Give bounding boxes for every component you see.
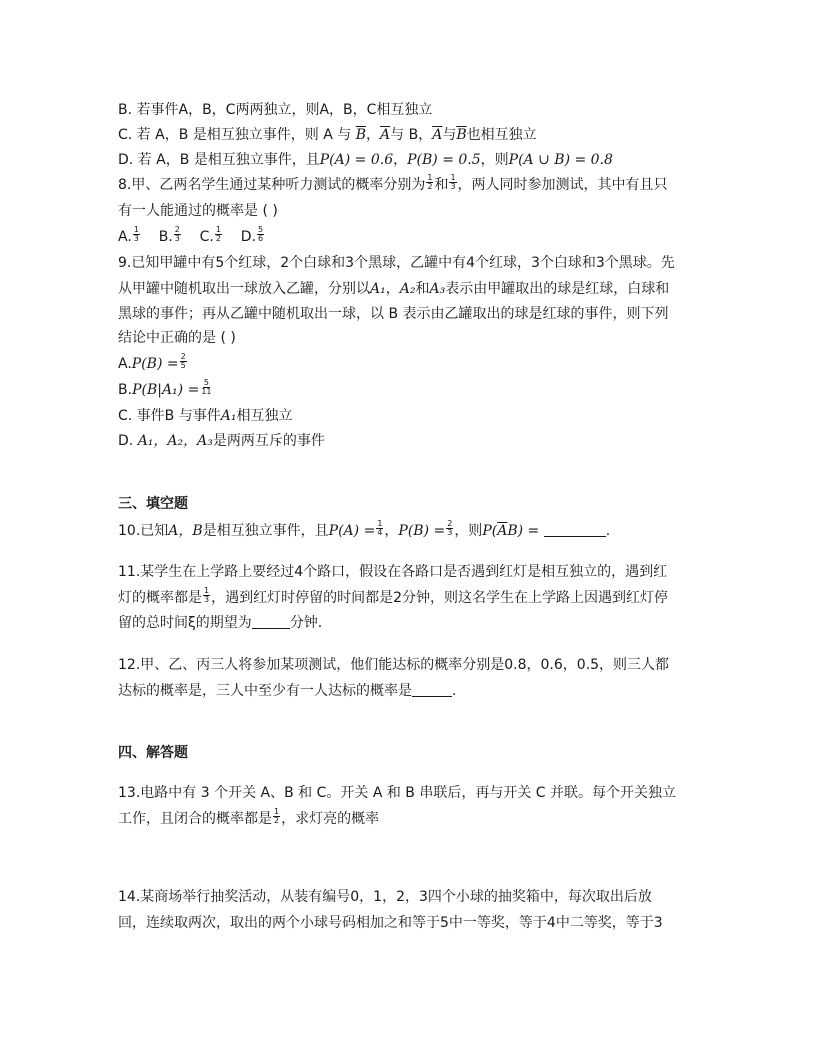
q10-abar: $\overline{A}$ [497, 523, 508, 539]
q13-line-1 [118, 783, 676, 803]
q9-option-c-text-2: 相互独立 [236, 408, 293, 424]
q7-c-text-3: 与 B， [390, 127, 433, 143]
q8-frac-2 [449, 174, 456, 191]
q8-option-a-den: 3 [133, 233, 139, 243]
q8-frac-2-den: 3 [450, 181, 456, 191]
q12-answer-blank[interactable] [412, 682, 452, 697]
q8-option-b-frac [174, 226, 181, 243]
q14-text-1: 14.某商场举行抽奖活动，从装有编号0，1，2，3四个小球的抽奖箱中，每次取出后放 [118, 889, 652, 905]
q8-option-d [240, 224, 265, 245]
q9-text-2c: ， [385, 281, 400, 297]
q9-option-a [118, 351, 188, 374]
q14-line-2 [118, 913, 663, 933]
q9-text-3: 黑球的事件；再从乙罐中随机取出一球，以 B 表示由乙罐取出的球是红球的事件，则下列 [118, 306, 669, 322]
q9-option-c-text-1: C. 事件B 与事件 [118, 408, 221, 424]
q8-options [118, 224, 265, 247]
section-4-heading [118, 743, 188, 763]
q8-text-4: 有一人能通过的概率是 ( ) [118, 203, 278, 219]
q8-frac-1 [426, 174, 433, 191]
q10-text-c: 是相互独立事件，且 [202, 523, 329, 539]
q11-frac-num: 1 [204, 585, 210, 595]
q8-option-d-den: 6 [258, 233, 264, 243]
q7-option-c [118, 125, 537, 145]
q13-frac-num: 1 [274, 806, 280, 816]
q8-option-c-label: C. [199, 229, 214, 245]
q10-frac-2-num: 2 [447, 518, 453, 528]
section-3-heading [118, 494, 188, 514]
q8-option-c-frac [215, 226, 222, 243]
q9-option-b-den: 11 [201, 386, 212, 396]
q9-line-2 [118, 279, 669, 299]
q8-option-b-den: 3 [174, 233, 180, 243]
q7-c-bbar: $\overline{B}$ [355, 127, 366, 143]
q10-text-a: 10.已知 [118, 523, 169, 539]
q8-option-c-den: 2 [215, 233, 221, 243]
q9-option-a-label: A. [118, 356, 132, 372]
q8-text-1: 8.甲、乙两名学生通过某种听力测试的概率分别为 [118, 177, 426, 193]
q11-frac [203, 587, 210, 604]
q9-line-4 [118, 328, 236, 348]
q9-line-3 [118, 304, 669, 324]
q13-frac-den: 2 [274, 815, 280, 825]
q13-text-2b: ，求灯亮的概率 [281, 811, 380, 827]
q11-text-3a: 留的总时间ξ的期望为 [118, 615, 252, 631]
q10-end: . [605, 523, 611, 539]
q10-ab: A，B [168, 523, 203, 539]
q7-d-pb: P(B) = 0.5 [407, 152, 481, 168]
q12-text-1: 12.甲、乙、丙三人将参加某项测试，他们能达标的概率分别是0.8，0.6，0.5，则三人都 [118, 657, 670, 673]
q8-option-b [158, 224, 182, 245]
q7-option-d [118, 150, 613, 170]
q10-frac-1-den: 4 [377, 527, 383, 537]
q9-a2: A₂ [399, 281, 416, 297]
q9-option-c-a1: A₁ [220, 408, 237, 424]
q7-option-b [118, 100, 432, 120]
q8-line-1 [118, 172, 668, 195]
q8-text-2: 和 [434, 177, 449, 193]
q9-option-b-label: B. [118, 382, 133, 398]
q7-d-union: P(A ∪ B) = 0.8 [508, 152, 613, 168]
q8-option-b-label: B. [158, 229, 173, 245]
q9-text-1: 9.已知甲罐中有5个红球，2个白球和3个黑球，乙罐中有4个红球，3个白球和3个黑球。先 [118, 255, 675, 271]
q10-pa: P(A) = [328, 523, 376, 539]
q8-option-d-label: D. [240, 229, 257, 245]
q9-option-d-events: A₁，A₂，A₃ [137, 433, 213, 449]
q13-text-1: 13.电路中有 3 个开关 A、B 和 C。开关 A 和 B 串联后，再与开关 C 并联。每个开关独立 [118, 785, 677, 801]
q7-d-text-1: D. 若 A，B 是相互独立事件，且 [118, 152, 320, 168]
q10-text-h: ，则 [454, 523, 483, 539]
q8-option-a-frac [133, 226, 140, 243]
q9-option-a-num: 2 [180, 351, 186, 361]
q11-answer-blank[interactable] [252, 614, 290, 629]
q9-option-b-frac [200, 379, 212, 396]
q8-option-b-num: 2 [174, 224, 180, 234]
q11-text-2b: ，遇到红灯时停留的时间都是2分钟，则这名学生在上学路上因遇到红灯停 [211, 590, 668, 606]
q14-line-1 [118, 887, 652, 907]
q8-option-c-num: 1 [215, 224, 221, 234]
q10-frac-1-num: 1 [377, 518, 383, 528]
q7-c-text-4: 与 [442, 127, 457, 143]
q9-a1: A₁ [370, 281, 386, 297]
q8-option-c [199, 224, 223, 245]
q9-option-a-den: 5 [180, 360, 186, 370]
q12-line-2 [118, 681, 456, 701]
q13-line-2 [118, 806, 380, 829]
q8-option-d-frac [257, 226, 264, 243]
q8-option-d-num: 5 [258, 224, 264, 234]
q10-p-open: P( [482, 523, 498, 539]
q12-text-2a: 达标的概率是，三人中至少有一人达标的概率是 [118, 683, 412, 699]
q10-line [118, 518, 611, 541]
q8-frac-1-num: 1 [427, 172, 433, 182]
q8-option-a-label: A. [118, 229, 132, 245]
q8-frac-1-den: 2 [427, 181, 433, 191]
section-3-title: 三、填空题 [118, 496, 188, 512]
q9-text-2a: 从甲罐中随机取出一球放入乙罐，分别以 [118, 281, 370, 297]
q11-text-1: 11.某学生在上学路上要经过4个路口，假设在各路口是否遇到红灯是相互独立的，遇到红 [118, 564, 668, 580]
q8-text-3: ，两人同时参加测试，其中有且只 [457, 177, 668, 193]
q9-option-d [118, 431, 325, 451]
q11-line-2 [118, 585, 668, 608]
q13-text-2a: 工作，且闭合的概率都是 [118, 811, 272, 827]
q9-option-a-expr: P(B) = [131, 356, 179, 372]
q7-c-text-5: 也相互独立 [466, 127, 537, 143]
q7-c-abar: $\overline{A}$ [380, 127, 391, 143]
q9-option-b-expr: P(B|A₁) = [132, 382, 200, 398]
q9-text-2g: 表示由甲罐取出的球是红球，白球和 [445, 281, 670, 297]
q7-d-text-2: ， [393, 152, 408, 168]
q7-d-pa: P(A) = 0.6 [319, 152, 394, 168]
q7-c-text-2: ， [366, 127, 380, 143]
q9-text-4: 结论中正确的是 ( ) [118, 330, 236, 346]
q8-option-a-num: 1 [133, 224, 139, 234]
q7-c-abar-2: $\overline{A}$ [432, 127, 443, 143]
q12-text-2b: . [452, 683, 457, 699]
q9-option-b [118, 377, 214, 400]
q12-line-1 [118, 655, 669, 675]
q9-option-c [118, 406, 292, 426]
q11-text-3b: 分钟. [289, 615, 323, 631]
q9-option-b-num: 5 [203, 377, 209, 387]
q7-d-text-3: ，则 [480, 152, 509, 168]
q9-a3: A₃ [429, 281, 446, 297]
q9-text-2e: 和 [415, 281, 430, 297]
q9-option-d-label: D. [118, 433, 134, 449]
q10-frac-2-den: 3 [447, 527, 453, 537]
q7-c-bbar-2: $\overline{B}$ [456, 127, 467, 143]
q8-option-a [118, 224, 141, 245]
q7-c-text-1: C. 若 A，B 是相互独立事件，则 A 与 [118, 127, 352, 143]
q10-frac-2 [446, 520, 453, 537]
q9-option-a-frac [180, 353, 187, 370]
q13-frac [273, 808, 280, 825]
q8-line-2 [118, 201, 278, 221]
section-4-title: 四、解答题 [118, 745, 188, 761]
q11-line-1 [118, 562, 667, 582]
q14-text-2: 回，连续取两次，取出的两个小球号码相加之和等于5中一等奖，等于4中二等奖，等于3 [118, 915, 663, 931]
q10-pb: P(B) = [398, 523, 446, 539]
q10-answer-blank[interactable] [544, 522, 606, 537]
q7-option-b-text: B. 若事件A，B，C两两独立，则A，B，C相互独立 [118, 102, 433, 118]
q11-text-2a: 灯的概率都是 [118, 590, 202, 606]
q11-line-3 [118, 613, 322, 633]
q8-frac-2-num: 1 [450, 172, 456, 182]
q10-p-close: B) = [507, 523, 540, 539]
q9-option-d-text: 是两两互斥的事件 [212, 433, 325, 449]
q10-text-e: ， [384, 523, 399, 539]
q11-frac-den: 3 [204, 594, 210, 604]
q9-line-1 [118, 253, 675, 273]
q10-frac-1 [376, 520, 383, 537]
